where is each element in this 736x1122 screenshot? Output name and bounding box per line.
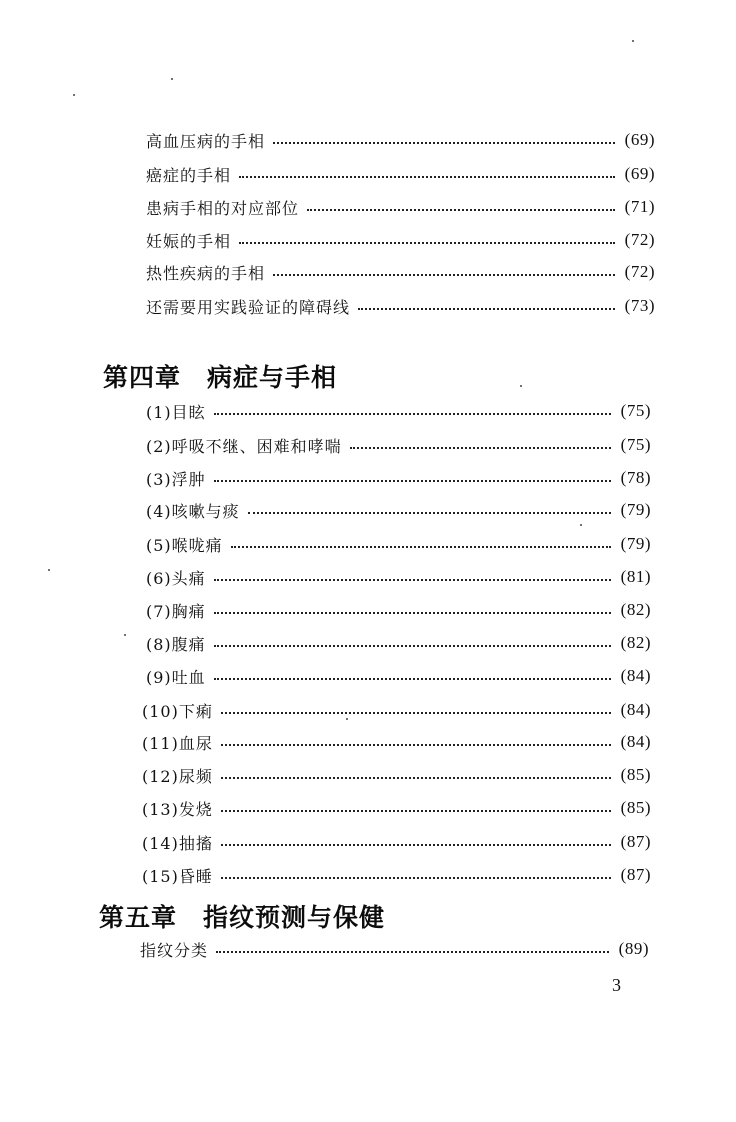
- toc-entry-page: (69): [624, 164, 655, 183]
- dot-leader: [221, 742, 611, 746]
- toc-entry[interactable]: [146, 293, 655, 319]
- toc-entry-label: (10)下痢: [142, 701, 213, 721]
- scan-speck: [346, 718, 348, 720]
- toc-entry-page: (87): [620, 832, 651, 851]
- toc-entry[interactable]: [142, 862, 651, 888]
- dot-leader: [307, 207, 615, 211]
- dot-leader: [214, 643, 611, 647]
- toc-entry[interactable]: [146, 465, 651, 491]
- dot-leader: [231, 544, 611, 548]
- toc-entry[interactable]: [146, 630, 651, 656]
- chapter-heading[interactable]: [99, 898, 385, 934]
- toc-entry-page: (81): [620, 567, 651, 586]
- toc-entry-page: (79): [620, 534, 651, 553]
- scan-speck: [124, 634, 126, 636]
- toc-entry[interactable]: [146, 161, 655, 187]
- toc-entry-page: (87): [620, 865, 651, 884]
- toc-entry-label: 热性疾病的手相: [146, 263, 266, 283]
- toc-entry-label: (6)头痛: [146, 568, 206, 588]
- toc-entry-label: (1)目眩: [146, 402, 206, 422]
- scan-speck: [48, 569, 50, 571]
- toc-entry-label: (7)胸痛: [146, 601, 206, 621]
- toc-entry[interactable]: [146, 564, 651, 590]
- dot-leader: [214, 676, 611, 680]
- dot-leader: [221, 808, 611, 812]
- toc-entry-label: (3)浮肿: [146, 469, 206, 489]
- scan-speck: [73, 94, 75, 96]
- toc-entry-page: (69): [624, 130, 655, 149]
- toc-entry[interactable]: [146, 597, 651, 623]
- toc-entry-label: (12)尿频: [142, 766, 213, 786]
- toc-entry-label: (2)呼吸不继、困难和哮喘: [146, 436, 342, 456]
- dot-leader: [273, 272, 615, 276]
- toc-entry[interactable]: [140, 936, 649, 962]
- toc-entry[interactable]: [146, 663, 651, 689]
- toc-entry[interactable]: [146, 531, 651, 557]
- toc-entry-label: (15)昏睡: [142, 866, 213, 886]
- dot-leader: [239, 240, 615, 244]
- toc-entry-page: (85): [620, 798, 651, 817]
- dot-leader: [221, 775, 611, 779]
- toc-entry[interactable]: [146, 194, 655, 220]
- dot-leader: [214, 478, 611, 482]
- toc-entry-label: 高血压病的手相: [146, 131, 266, 151]
- toc-entry-label: 指纹分类: [140, 940, 209, 960]
- toc-entry[interactable]: [142, 762, 651, 788]
- toc-entry-page: (84): [620, 666, 651, 685]
- toc-entry-page: (79): [620, 500, 651, 519]
- chapter-number: 第五章: [99, 903, 178, 932]
- toc-entry-page: (75): [620, 401, 651, 420]
- toc-entry-page: (72): [624, 230, 655, 249]
- toc-entry-label: (8)腹痛: [146, 634, 206, 654]
- toc-entry[interactable]: [146, 127, 655, 153]
- toc-entry-label: 还需要用实践验证的障碍线: [146, 297, 351, 317]
- dot-leader: [216, 949, 609, 953]
- dot-leader: [214, 411, 611, 415]
- dot-leader: [221, 875, 611, 879]
- toc-entry[interactable]: [142, 729, 651, 755]
- chapter-heading[interactable]: [103, 358, 337, 394]
- scan-speck: [632, 40, 634, 42]
- toc-entry-page: (78): [620, 468, 651, 487]
- dot-leader: [214, 577, 611, 581]
- toc-entry-page: (82): [620, 600, 651, 619]
- toc-entry[interactable]: [146, 227, 655, 253]
- toc-entry-label: (11)血尿: [142, 733, 213, 753]
- toc-entry-label: (13)发烧: [142, 799, 213, 819]
- toc-entry[interactable]: [146, 432, 651, 458]
- toc-entry-page: (72): [624, 262, 655, 281]
- toc-entry-label: (9)吐血: [146, 667, 206, 687]
- dot-leader: [248, 510, 611, 514]
- toc-entry-page: (89): [618, 939, 649, 958]
- toc-entry-page: (75): [620, 435, 651, 454]
- page-number: 3: [612, 975, 621, 995]
- toc-entry-page: (85): [620, 765, 651, 784]
- chapter-number: 第四章: [103, 363, 182, 392]
- toc-entry-page: (73): [624, 296, 655, 315]
- toc-entry-label: 患病手相的对应部位: [146, 198, 300, 218]
- scan-speck: [580, 524, 582, 526]
- toc-entry-label: (14)抽搐: [142, 833, 213, 853]
- dot-leader: [221, 842, 611, 846]
- dot-leader: [214, 610, 611, 614]
- toc-entry[interactable]: [142, 795, 651, 821]
- toc-entry[interactable]: [142, 697, 651, 723]
- scan-speck: [171, 78, 173, 80]
- chapter-title: 指纹预测与保健: [203, 903, 386, 932]
- toc-entry-page: (84): [620, 700, 651, 719]
- dot-leader: [221, 710, 611, 714]
- dot-leader: [358, 306, 615, 310]
- toc-entry-label: 癌症的手相: [146, 165, 232, 185]
- dot-leader: [350, 445, 611, 449]
- toc-entry-label: (4)咳嗽与痰: [146, 501, 240, 521]
- toc-entry[interactable]: [146, 259, 655, 285]
- dot-leader: [239, 174, 615, 178]
- chapter-title: 病症与手相: [207, 363, 338, 392]
- scan-speck: [520, 385, 522, 387]
- toc-entry-page: (84): [620, 732, 651, 751]
- toc-entry[interactable]: [146, 497, 651, 523]
- toc-entry-label: 妊娠的手相: [146, 231, 232, 251]
- toc-entry-label: (5)喉咙痛: [146, 535, 223, 555]
- dot-leader: [273, 140, 615, 144]
- toc-entry[interactable]: [146, 398, 651, 424]
- toc-entry-page: (71): [624, 197, 655, 216]
- toc-entry-page: (82): [620, 633, 651, 652]
- toc-entry[interactable]: [142, 829, 651, 855]
